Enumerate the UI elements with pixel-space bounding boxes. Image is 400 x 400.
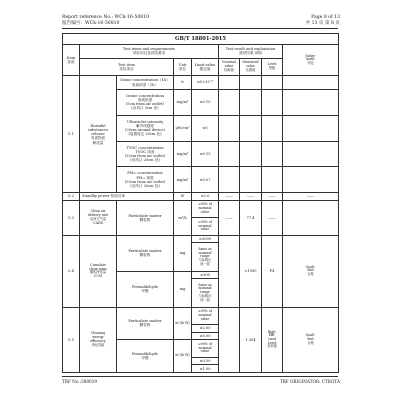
judgement-cell: Quali- fied 合格 xyxy=(283,235,339,307)
limit-cell: ≥0.50 xyxy=(192,357,219,365)
table-row xyxy=(63,235,339,243)
limit-cell: ≥90% of nominal value xyxy=(192,200,219,218)
nominal-cell xyxy=(219,307,240,372)
nominal-cell xyxy=(219,235,240,307)
table-row xyxy=(63,193,339,201)
col-header-item: Item 条款 xyxy=(63,45,80,76)
level-cell xyxy=(262,76,283,90)
test-item-label: Formaldehyde 甲醛 xyxy=(117,271,174,307)
unit-cell: mg xyxy=(174,271,192,307)
col-header-test-requirements: Test items and requirements 试验项目及试验要求 xyxy=(80,45,219,59)
measured-cell: 77.4 xyxy=(240,200,262,235)
col-header-measured: Measured value 实测值 xyxy=(240,58,262,76)
table-row xyxy=(63,307,339,325)
judgement-cell xyxy=(283,167,339,193)
level-cell xyxy=(262,167,283,193)
section-name: Cleaning energy efficiency 净化效能 xyxy=(80,307,117,372)
test-item-label: Ozone concentration（1h） 臭氧浓度（1h） xyxy=(117,76,174,90)
header-row-1 xyxy=(63,45,339,59)
measured-cell: 1.304 xyxy=(240,307,262,372)
unit-cell: mg/m³ xyxy=(174,141,192,167)
limit-cell: ≤0.07 xyxy=(192,167,219,193)
limit-cell: ≤5×10⁻⁶ xyxy=(192,76,219,90)
limit-cell: ≤5 xyxy=(192,115,219,141)
col-header-test-item: Test item 试验项目 xyxy=(80,58,174,76)
unit-cell: μW/cm² xyxy=(174,115,192,141)
measured-cell xyxy=(240,115,262,141)
unit-cell: m³/(h·W) xyxy=(174,307,192,340)
level-cell xyxy=(262,89,283,115)
limit-cell: ≥1.00 xyxy=(192,365,219,373)
level-cell xyxy=(262,141,283,167)
limit-cell: ≥300 xyxy=(192,271,219,279)
col-header-unit: Unit 单位 xyxy=(174,58,192,76)
test-item-label: Particulate matter 颗粒物 xyxy=(117,307,174,340)
section-name: Cumulate clean mass 累积净化量 CCM xyxy=(80,235,117,307)
limit-cell: ≥90% of nominal value xyxy=(192,218,219,236)
table-row xyxy=(63,76,339,90)
judgement-cell xyxy=(283,89,339,115)
col-header-limit: Limit value 限定值 xyxy=(192,58,219,76)
level-cell: F4 xyxy=(262,235,283,307)
measured-cell xyxy=(240,141,262,167)
measured-cell xyxy=(240,89,262,115)
limit-cell: ≤0.15 xyxy=(192,141,219,167)
unit-cell: mg xyxy=(174,235,192,271)
nominal-cell xyxy=(219,167,240,193)
level-cell: —— xyxy=(262,193,283,201)
test-item-label: Particulate matter 颗粒物 xyxy=(117,235,174,271)
nominal-cell xyxy=(219,76,240,90)
unit-cell: m³/(h·W) xyxy=(174,340,192,373)
col-header-nominal: Nominal value 标称值 xyxy=(219,58,240,76)
level-cell: High- Effi- cient Level 高效级 xyxy=(262,307,283,372)
limit-cell: ≥5.00 xyxy=(192,332,219,340)
unit-cell: mg/m³ xyxy=(174,167,192,193)
report-reference xyxy=(62,15,149,27)
col-header-judgement: Judge- ment 判定 xyxy=(283,45,339,76)
judgement-cell: —— xyxy=(283,193,339,201)
page-number-en: Page 8 of 13 xyxy=(311,15,340,20)
limit-cell: ≥3000 xyxy=(192,235,219,243)
test-item-label: PM₁₀ concentration PM₁₀ 浓度 (20cm from air outlet) (出风口 20cm 处) xyxy=(117,167,174,193)
limit-cell: ≥90% of nominal value xyxy=(192,340,219,358)
section-number: 5.3 xyxy=(63,200,80,235)
col-header-level: Level 等级 xyxy=(262,58,283,76)
trf-originator: TRF ORIGINATOR: CTBOTA xyxy=(279,379,340,384)
limit-cell: Same as nominal range 与标称区 间一致 xyxy=(192,243,219,271)
measured-cell xyxy=(240,167,262,193)
section-number: 5.2 xyxy=(63,193,80,201)
test-item-label: Particulate matter 颗粒物 xyxy=(117,200,174,235)
test-item-label: Formaldehyde 甲醛 xyxy=(117,340,174,373)
test-item-label: Ozone concentration 臭氧浓度 (5cm from air outlet) (出风口 5cm 处) xyxy=(117,89,174,115)
page-indicator xyxy=(306,15,340,27)
level-cell: —— xyxy=(262,200,283,235)
page-number-cn: 共 13 页 第 8 页 xyxy=(305,21,340,26)
test-results-table xyxy=(62,33,339,373)
measured-cell xyxy=(240,76,262,90)
judgement-cell xyxy=(283,115,339,141)
section-name: Clean air delivery rate 洁净空气量 CADR xyxy=(80,200,117,235)
report-reference-cn: 报告编号：WCk-16-50810 xyxy=(62,21,120,26)
judgement-cell xyxy=(283,200,339,235)
unit-cell: % xyxy=(174,76,192,90)
footer-rule xyxy=(62,376,338,377)
judgement-cell xyxy=(283,76,339,90)
limit-cell: ≤0.10 xyxy=(192,89,219,115)
nominal-cell: —— xyxy=(219,193,240,201)
section-number: 5.1 xyxy=(63,76,80,193)
table-row xyxy=(63,200,339,218)
section-name: Harmful substances release 有害物质 释放量 xyxy=(80,76,117,193)
col-header-test-result: Test result and explanation 测试结果-说明 xyxy=(219,45,283,59)
judgement-cell xyxy=(283,141,339,167)
test-item-label: Standby power 待机功率 xyxy=(80,193,174,201)
limit-cell: ≥2.00 xyxy=(192,325,219,333)
trf-number: TRF No.:388019 xyxy=(62,379,98,384)
report-reference-en: Report reference No.: WCk-16-50810 xyxy=(62,15,150,20)
header-rule xyxy=(62,28,338,29)
section-number: 5.4 xyxy=(63,235,80,307)
measured-cell: —— xyxy=(240,193,262,201)
unit-cell: m³/h xyxy=(174,200,192,235)
limit-cell: ≤2.0 xyxy=(192,193,219,201)
test-item-label: TVOC concentration TVOC 浓度 (20cm from air outlet) (出风口 20cm 处) xyxy=(117,141,174,167)
standard-row xyxy=(63,34,339,45)
nominal-cell xyxy=(219,89,240,115)
nominal-cell: —— xyxy=(219,200,240,235)
nominal-cell xyxy=(219,141,240,167)
level-cell xyxy=(262,115,283,141)
judgement-cell: Quali- fied 合格 xyxy=(283,307,339,372)
limit-cell: ≥90% of nominal value xyxy=(192,307,219,325)
measured-cell: >1500 xyxy=(240,235,262,307)
section-number: 5.5 xyxy=(63,307,80,372)
test-item-label: Ultraviolet intensity 紫外线强度 (20cm around device) (装置周边 20cm 处) xyxy=(117,115,174,141)
standard-title: GB/T 18801-2015 xyxy=(63,34,339,45)
limit-cell: Same as nominal range 与标称区 间一致 xyxy=(192,279,219,307)
unit-cell: W xyxy=(174,193,192,201)
nominal-cell xyxy=(219,115,240,141)
unit-cell: mg/m³ xyxy=(174,89,192,115)
